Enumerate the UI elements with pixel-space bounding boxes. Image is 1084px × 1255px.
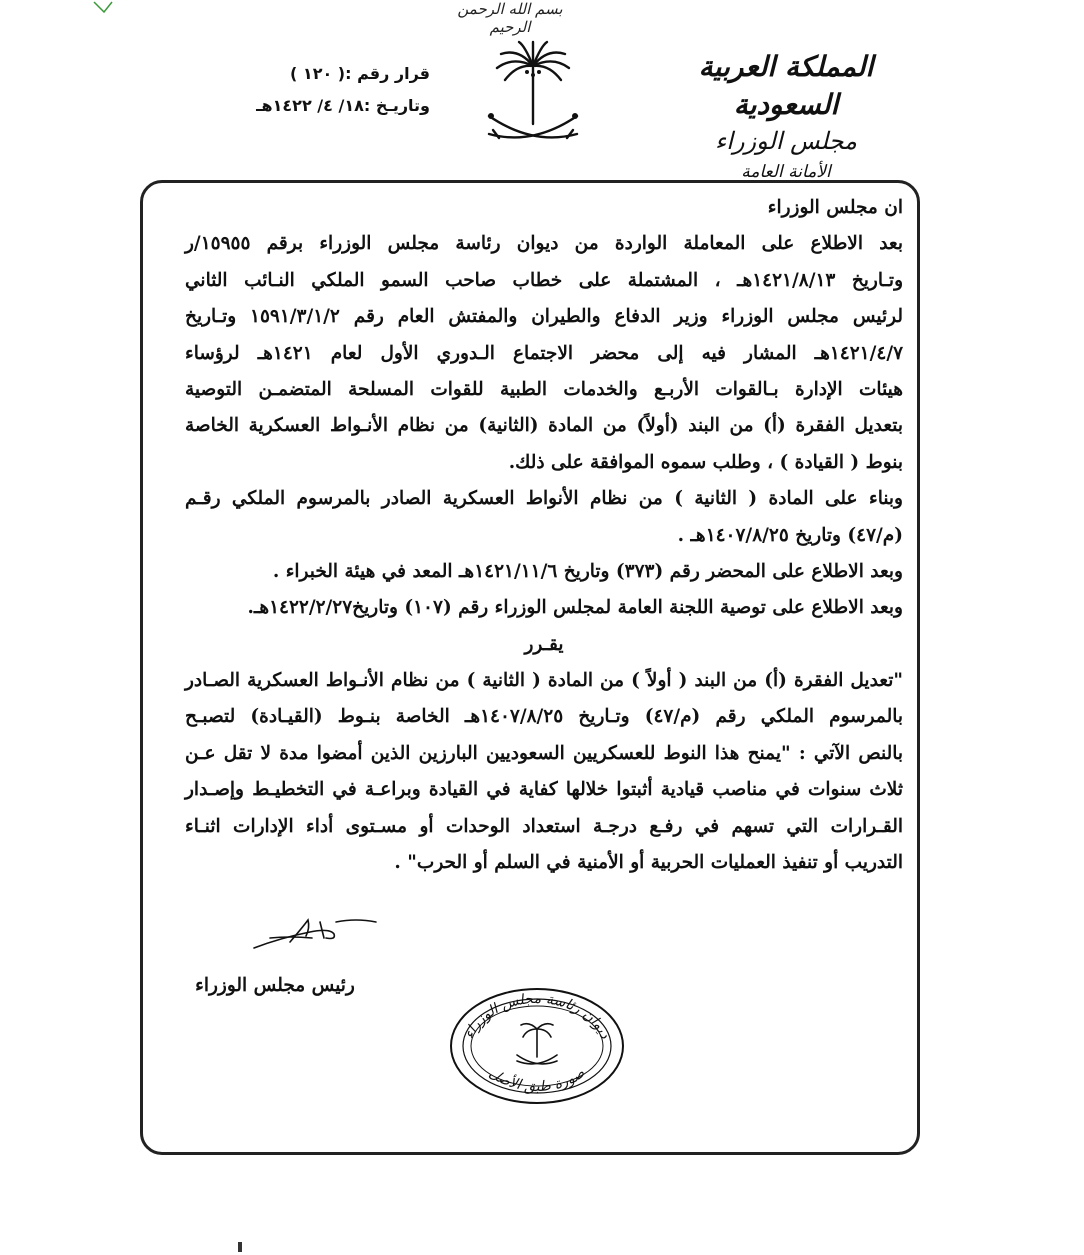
corner-mark-icon [92,0,114,14]
decision-number: قرار رقم :( ١٢٠ ) [290,64,430,83]
body-line: هيئات الإدارة بـالقوات الأربـع والخدمات الطبية للقوات المسلحة المتضمـن التوصية [185,378,903,400]
signer-title: رئيس مجلس الوزراء [195,975,355,996]
body-line: (م/٤٧) وتاريخ ١٤٠٧/٨/٢٥هـ . [677,524,903,546]
decides-heading: يقـرر [524,633,564,655]
body-line: وبعد الاطلاع على توصية اللجنة العامة لمجلس الوزراء رقم (١٠٧) وتاريخ١٤٢٢/٢/٢٧هـ. [247,597,903,619]
official-seal [447,985,627,1107]
body-line: بالنص الآتي : "يمنح هذا النوط للعسكريين السعوديين البارزين الذين أمضوا مدة لا تقل عـن [185,742,903,764]
decision-date: وتاريـخ :١٨/ ٤/ ١٤٢٢هـ [256,96,430,115]
page-edge-mark [238,1242,242,1252]
body-line: التدريب أو تنفيذ العمليات الحربية أو الأمنية في السلم أو الحرب" . [394,852,903,874]
seal-bottom-text: صورة طبق الأصل [486,1065,588,1096]
body-line: ١٤٢١/٤/٧هـ المشار فيه إلى محضر الاجتماع الـدوري الأول لعام ١٤٢١هـ لرؤساء [185,342,904,364]
body-line: بنوط ( القيادة ) ، وطلب سموه الموافقة على ذلك. [508,451,903,473]
body-line: بتعديل الفقرة (أ) من البند (أولاً) من المادة (الثانية) من نظام الأنـواط العسكرية الخاصة [185,415,904,437]
body-line: ثلاث سنوات في مناصب قيادية أثبتوا خلالها كفاية في القيادة وبراعـة في التخطيـط وإصـدار [185,779,903,801]
letterhead-right [656,48,916,186]
body-line-opening: ان مجلس الوزراء [767,197,903,218]
decision-body [185,190,903,881]
body-line: بالمرسوم الملكي رقم (م/٤٧) وتـاريخ ١٤٠٧/٨/٢٥هـ الخاصة بنـوط (القيـادة) لتصبـح [185,706,903,728]
secretariat-name: الأمانة العامة [741,162,831,182]
body-line: القـرارات التي تسهم في رفـع درجـة استعداد الوحدات أو مسـتوى أداء الإدارات اثنـاء [185,815,903,837]
seal-top-text: ديوان رئاسة مجلس الوزراء [461,990,613,1042]
body-line: لرئيس مجلس الوزراء وزير الدفاع والطيران والمفتش العام رقم ١٥٩١/٣/١/٢ وتـاريخ [185,306,903,328]
handwritten-signature [250,908,380,954]
palm-swords-emblem-icon [483,38,583,156]
body-line: بعد الاطلاع على المعاملة الواردة من ديوان رئاسة مجلس الوزراء برقم ١٥٩٥٥/ر [185,233,903,255]
body-line: "تعديل الفقرة (أ) من البند ( أولاً ) من المادة ( الثانية ) من نظام الأنـواط العسكرية الصـادر [185,670,903,692]
basmala: بسم الله الرحمن الرحيم [457,0,563,36]
council-name: مجلس الوزراء [714,127,858,155]
decision-info [180,58,430,122]
body-line: وبناء على المادة ( الثانية ) من نظام الأنواط العسكرية الصادر بالمرسوم الملكي رقـم [185,488,903,510]
body-line: وبعد الاطلاع على المحضر رقم (٣٧٣) وتاريخ ١٤٢١/١١/٦هـ المعد في هيئة الخبراء . [272,560,903,582]
body-line: وتـاريخ ١٤٢١/٨/١٣هـ ، المشتملة على خطاب صاحب السمو الملكي النـائب الثاني [185,269,903,291]
kingdom-name: المملكة العربية السعودية [698,50,874,121]
